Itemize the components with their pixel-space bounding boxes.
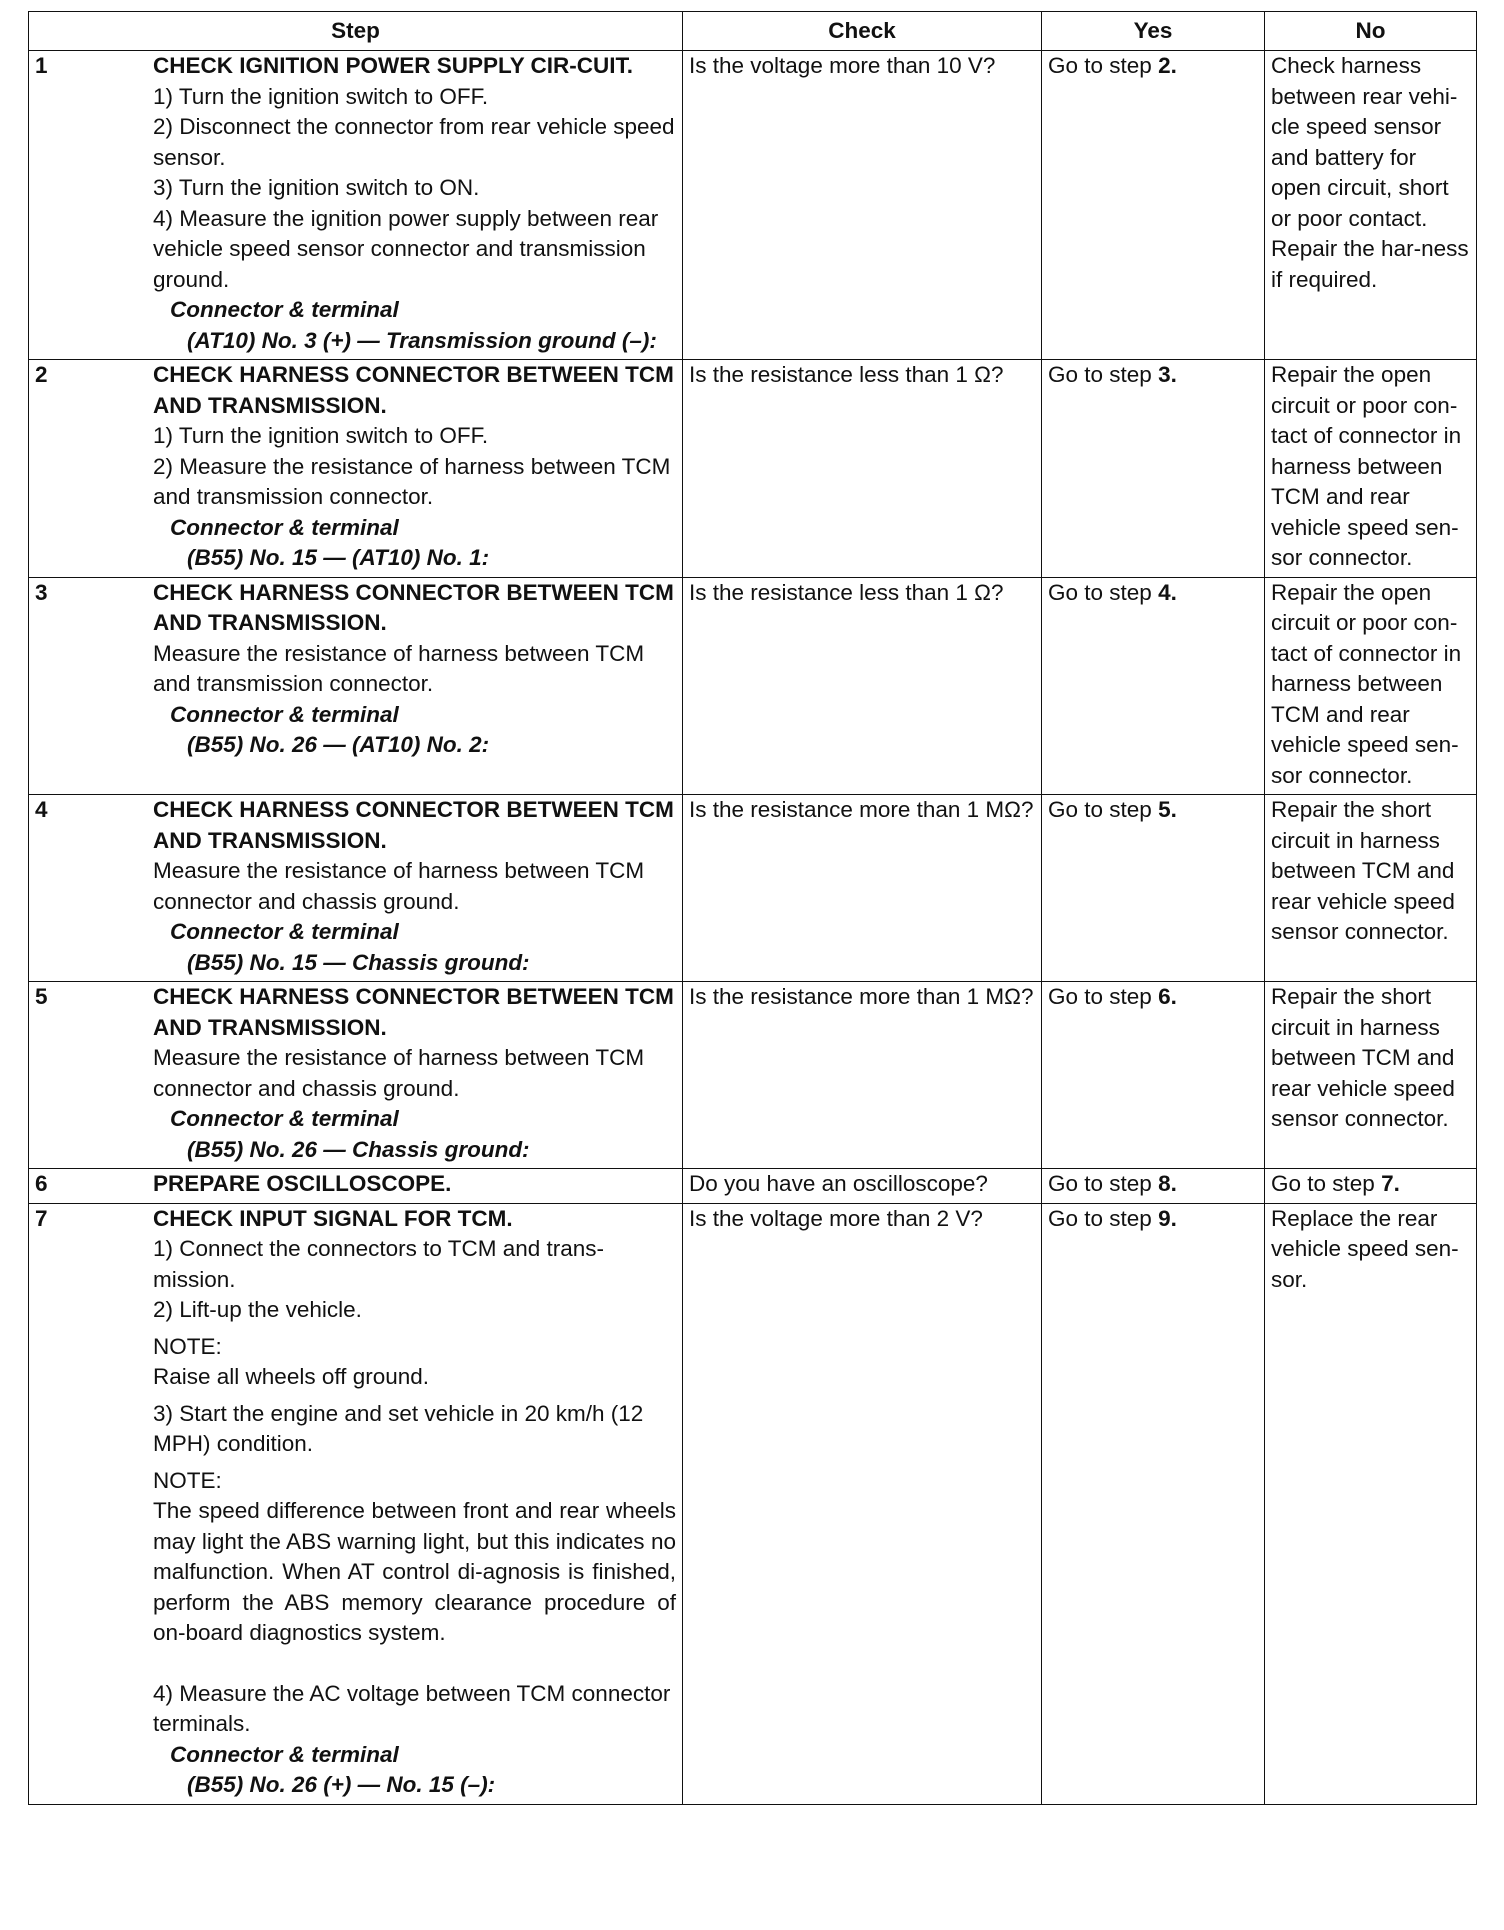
table-row <box>29 795 1477 982</box>
table-row <box>29 982 1477 1169</box>
step-instruction: Measure the resistance of harness between TCM connector and chassis ground. <box>153 858 645 914</box>
step-instruction: 2) Disconnect the connector from rear vehicle speed sensor. <box>153 114 675 170</box>
yes-cell <box>1042 360 1265 578</box>
yes-text: Go to step <box>1048 362 1159 387</box>
note-text: The speed difference between front and rear wheels may light the ABS warning light, but this indicates no malfunction. When AT control di-agnosis is finished, perform the ABS memory clearance procedure of on-board diagnostics system. <box>153 1498 676 1645</box>
step-number: 2 <box>35 362 48 387</box>
no-cell: Repair the open circuit or poor con-tact of connector in harness between TCM and rear vehicle speed sen-sor connector. <box>1265 577 1477 795</box>
yes-cell <box>1042 982 1265 1169</box>
step-instruction: Measure the resistance of harness between TCM and transmission connector. <box>153 640 645 696</box>
step-instruction: 3) Turn the ignition switch to ON. <box>153 175 480 200</box>
step-title: CHECK IGNITION POWER SUPPLY CIR-CUIT. <box>153 53 634 78</box>
step-number: 4 <box>35 797 48 822</box>
yes-cell <box>1042 1169 1265 1204</box>
yes-text: Go to step <box>1048 53 1159 78</box>
step-title: CHECK HARNESS CONNECTOR BETWEEN TCM AND TRANSMISSION. <box>153 797 674 853</box>
check-cell: Is the voltage more than 2 V? <box>683 1203 1042 1804</box>
step-instruction: 1) Turn the ignition switch to OFF. <box>153 423 489 448</box>
check-cell: Is the resistance more than 1 MΩ? <box>683 982 1042 1169</box>
header-step: Step <box>29 12 683 51</box>
header-no: No <box>1265 12 1477 51</box>
connector-label: Connector & terminal <box>170 514 399 540</box>
header-check: Check <box>683 12 1042 51</box>
yes-step-link: 4. <box>1158 579 1177 605</box>
no-cell <box>1265 1169 1477 1204</box>
step-title: CHECK HARNESS CONNECTOR BETWEEN TCM AND TRANSMISSION. <box>153 984 674 1040</box>
yes-cell <box>1042 1203 1265 1804</box>
step-cell <box>29 1203 683 1804</box>
yes-text: Go to step <box>1048 797 1159 822</box>
table-row <box>29 360 1477 578</box>
yes-cell <box>1042 577 1265 795</box>
yes-step-link: 5. <box>1158 797 1177 822</box>
step-number: 3 <box>35 579 48 605</box>
step-instruction: 1) Turn the ignition switch to OFF. <box>153 83 489 109</box>
step-title: PREPARE OSCILLOSCOPE. <box>153 1171 452 1196</box>
connector-label: Connector & terminal <box>170 701 399 727</box>
terminal-spec: (B55) No. 15 — Chassis ground: <box>187 949 530 975</box>
step-number: 6 <box>35 1171 48 1196</box>
step-cell <box>29 982 683 1169</box>
table-row <box>29 577 1477 795</box>
step-cell <box>29 577 683 795</box>
step-title: CHECK INPUT SIGNAL FOR TCM. <box>153 1205 513 1231</box>
terminal-spec: (B55) No. 26 — (AT10) No. 2: <box>187 732 490 757</box>
step-title: CHECK HARNESS CONNECTOR BETWEEN TCM AND TRANSMISSION. <box>153 579 674 635</box>
note-label: NOTE: <box>153 1333 222 1359</box>
step-number: 5 <box>35 984 48 1009</box>
no-cell: Repair the open circuit or poor con-tact of connector in harness between TCM and rear vehicle speed sen-sor connector. <box>1265 360 1477 578</box>
terminal-spec: (AT10) No. 3 (+) — Transmission ground (–): <box>187 327 657 353</box>
step-instruction: 4) Measure the AC voltage between TCM connector terminals. <box>153 1680 671 1736</box>
terminal-spec: (B55) No. 26 (+) — No. 15 (–): <box>187 1772 496 1797</box>
no-cell: Check harness between rear vehi-cle speed sensor and battery for open circuit, short or poor contact. Repair the har-ness if required. <box>1265 51 1477 360</box>
table-row <box>29 1203 1477 1804</box>
header-yes: Yes <box>1042 12 1265 51</box>
yes-text: Go to step <box>1048 984 1159 1009</box>
terminal-spec: (B55) No. 15 — (AT10) No. 1: <box>187 545 490 570</box>
yes-text: Go to step <box>1048 579 1159 605</box>
check-cell: Is the resistance less than 1 Ω? <box>683 577 1042 795</box>
step-instruction: 1) Connect the connectors to TCM and trans-mission. <box>153 1236 605 1292</box>
table-row <box>29 51 1477 360</box>
step-instruction: 4) Measure the ignition power supply between rear vehicle speed sensor connector and transmission ground. <box>153 205 659 292</box>
note-text: Raise all wheels off ground. <box>153 1364 429 1389</box>
header-row <box>29 12 1477 51</box>
step-title: CHECK HARNESS CONNECTOR BETWEEN TCM AND TRANSMISSION. <box>153 362 674 418</box>
yes-step-link: 9. <box>1158 1205 1177 1231</box>
yes-cell <box>1042 51 1265 360</box>
connector-label: Connector & terminal <box>170 1106 399 1131</box>
no-cell: Repair the short circuit in harness between TCM and rear vehicle speed sensor connector. <box>1265 982 1477 1169</box>
step-number: 1 <box>35 53 48 78</box>
check-cell: Is the voltage more than 10 V? <box>683 51 1042 360</box>
no-step-link: 7. <box>1381 1171 1400 1196</box>
no-text: Go to step <box>1271 1171 1382 1196</box>
yes-text: Go to step <box>1048 1205 1159 1231</box>
step-instruction: 2) Lift-up the vehicle. <box>153 1297 362 1322</box>
no-cell: Repair the short circuit in harness between TCM and rear vehicle speed sensor connector. <box>1265 795 1477 982</box>
check-cell: Is the resistance more than 1 MΩ? <box>683 795 1042 982</box>
table-row <box>29 1169 1477 1204</box>
yes-cell <box>1042 795 1265 982</box>
step-cell <box>29 795 683 982</box>
diagnostic-table <box>28 11 1477 1805</box>
yes-step-link: 3. <box>1158 362 1177 387</box>
yes-text: Go to step <box>1048 1171 1159 1196</box>
check-cell: Do you have an oscilloscope? <box>683 1169 1042 1204</box>
connector-label: Connector & terminal <box>170 297 399 322</box>
step-cell <box>29 51 683 360</box>
connector-label: Connector & terminal <box>170 1741 399 1767</box>
yes-step-link: 6. <box>1158 984 1177 1009</box>
check-cell: Is the resistance less than 1 Ω? <box>683 360 1042 578</box>
connector-label: Connector & terminal <box>170 919 399 944</box>
terminal-spec: (B55) No. 26 — Chassis ground: <box>187 1136 530 1162</box>
step-number: 7 <box>35 1205 48 1231</box>
yes-step-link: 8. <box>1158 1171 1177 1196</box>
step-instruction: 3) Start the engine and set vehicle in 20 km/h (12 MPH) condition. <box>153 1400 644 1456</box>
step-cell <box>29 360 683 578</box>
note-label: NOTE: <box>153 1467 222 1493</box>
no-cell: Replace the rear vehicle speed sen-sor. <box>1265 1203 1477 1804</box>
yes-step-link: 2. <box>1158 53 1177 78</box>
step-instruction: 2) Measure the resistance of harness between TCM and transmission connector. <box>153 453 671 509</box>
step-instruction: Measure the resistance of harness between TCM connector and chassis ground. <box>153 1045 645 1101</box>
step-cell <box>29 1169 683 1204</box>
